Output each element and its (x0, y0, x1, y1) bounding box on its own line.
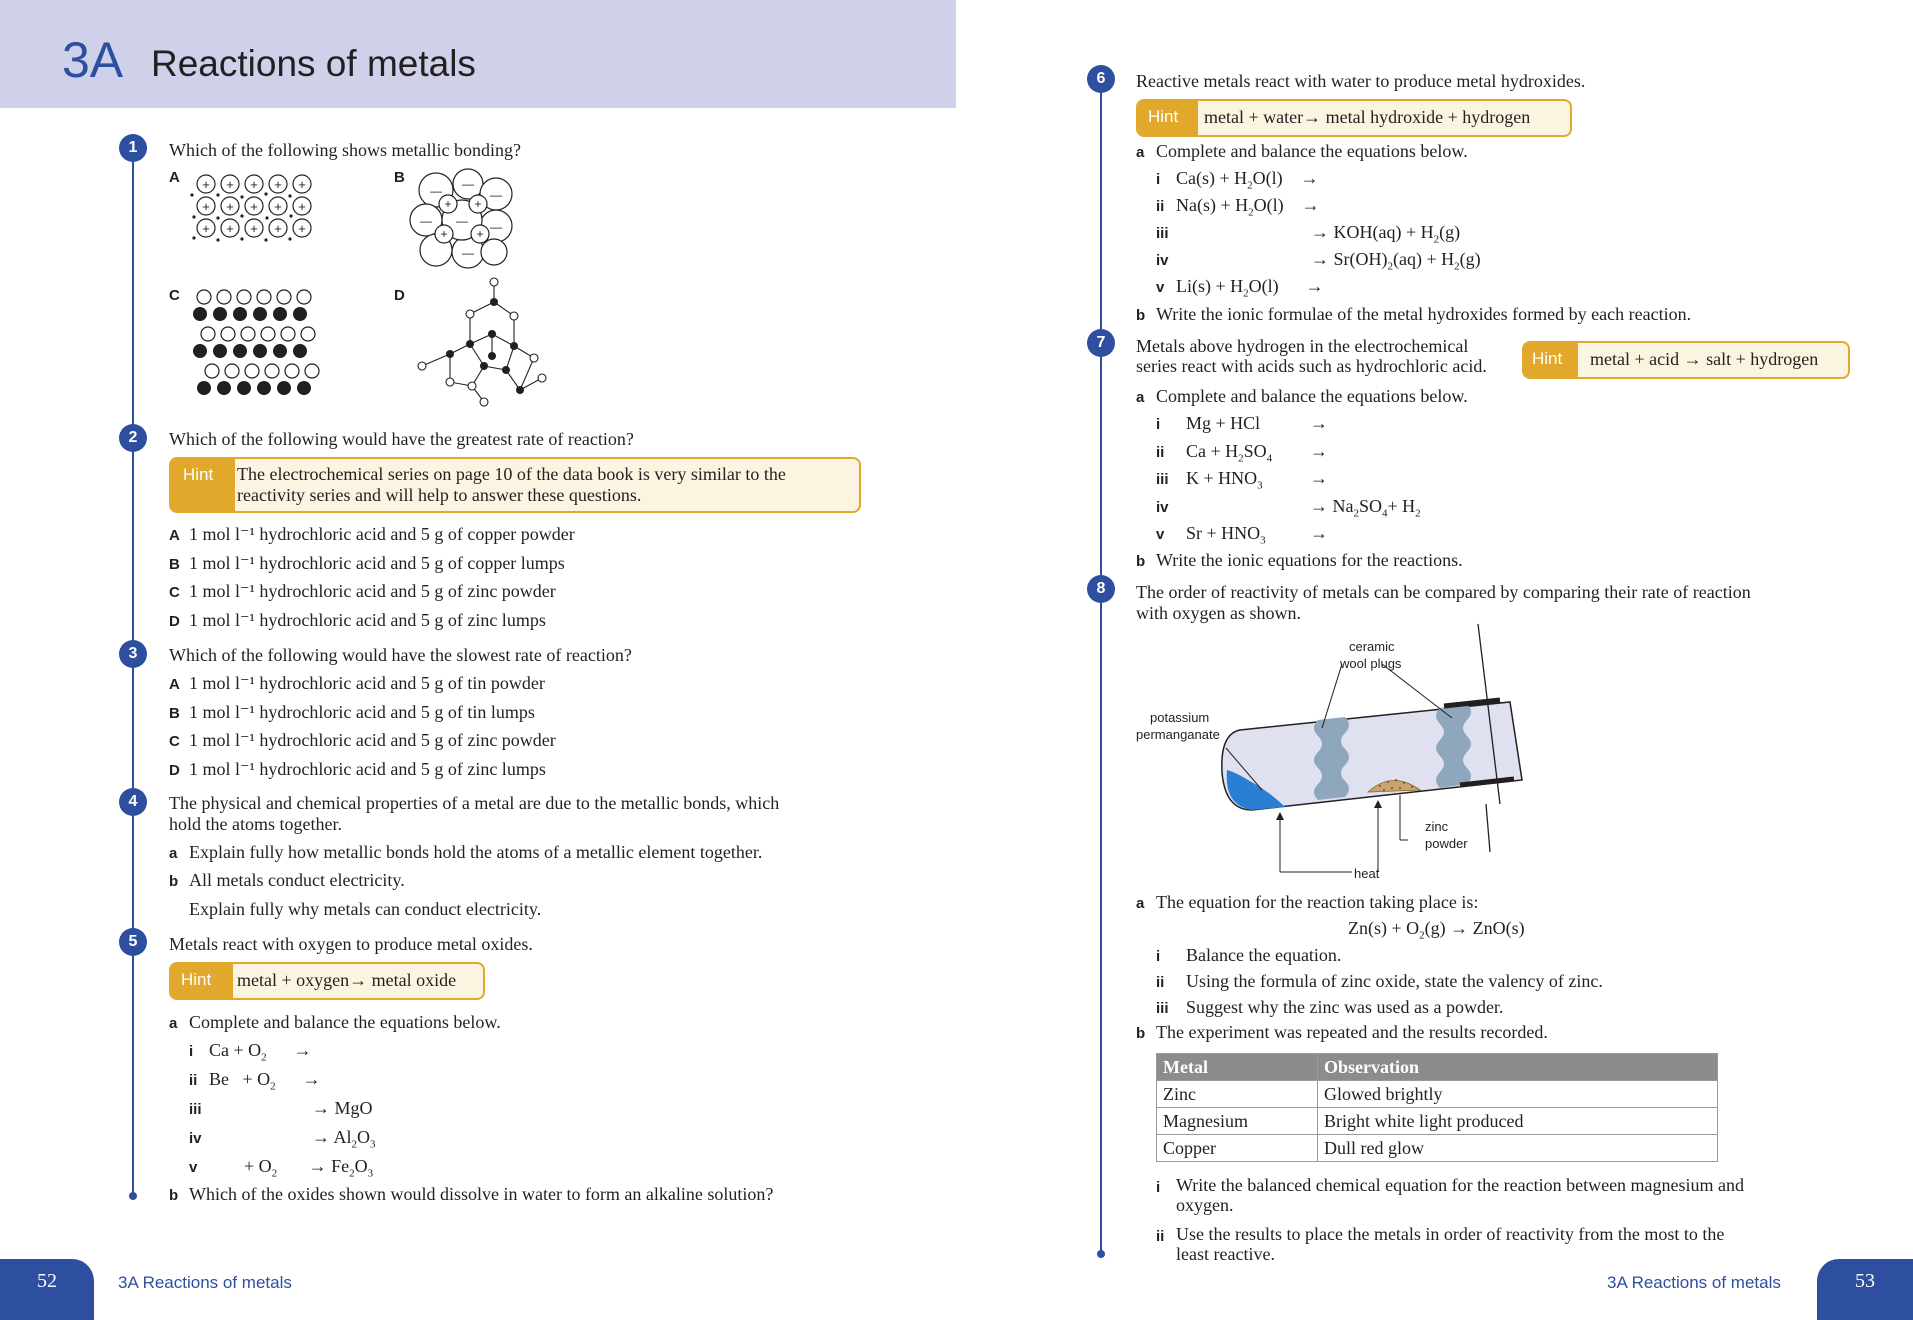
subpart-text: Write the balanced chemical equation for the reaction between magnesium and (1176, 1175, 1745, 1195)
svg-text:+: + (440, 227, 448, 241)
svg-text:—: — (430, 184, 442, 198)
table-cell: Dull red glow (1318, 1135, 1718, 1162)
diagram-c-layered-particles (190, 288, 330, 398)
option-letter: B (394, 169, 405, 186)
part-text: Write the ionic equations for the reactions. (1156, 550, 1463, 570)
svg-text:+: + (444, 197, 452, 211)
question-text: Metals react with oxygen to produce metal oxides. (169, 934, 533, 954)
svg-text:+: + (250, 199, 258, 214)
question-rail-left (132, 148, 134, 1196)
question-text: with oxygen as shown. (1136, 603, 1301, 623)
svg-text:+: + (476, 227, 484, 241)
results-table (1156, 1053, 1718, 1162)
question-text: Which of the following would have the greatest rate of reaction? (169, 429, 634, 449)
part-text: Complete and balance the equations below. (189, 1012, 501, 1032)
equation: → $KOH(aq) + H_2(g)$ (1311, 222, 1461, 246)
table-cell: Copper (1157, 1135, 1318, 1162)
part-text: Complete and balance the equations below. (1156, 386, 1468, 406)
svg-text:+: + (250, 177, 258, 192)
table-cell: Zinc (1157, 1081, 1318, 1108)
question-number: 2 (119, 424, 147, 452)
subpart-text: oxygen. (1176, 1195, 1234, 1215)
equation: $Na(s) + H_2O(l)$ → (1176, 195, 1320, 219)
option-letter: C (169, 287, 180, 304)
part-label: b (1136, 307, 1146, 324)
part-text: Complete and balance the equations below. (1156, 141, 1468, 161)
option-letter: A (169, 676, 180, 693)
table-row (1157, 1108, 1718, 1135)
question-rail-right (1100, 78, 1102, 1252)
option-text: 1 mol l⁻¹ hydrochloric acid and 5 g of copper lumps (189, 553, 565, 573)
table-cell: Bright white light produced (1318, 1108, 1718, 1135)
question-text: Which of the following shows metallic bonding? (169, 140, 521, 160)
question-number: 1 (119, 134, 147, 162)
option-text: 1 mol l⁻¹ hydrochloric acid and 5 g of zinc lumps (189, 610, 546, 630)
option-letter: D (394, 287, 405, 304)
equation: → $Al_2O_3$ (312, 1127, 376, 1151)
question-text: hold the atoms together. (169, 814, 342, 834)
page-number-box (0, 1259, 94, 1320)
question-number: 6 (1087, 65, 1115, 93)
option-letter: D (169, 762, 180, 779)
equation: $Ca(s) + H_2O(l)$ → (1176, 168, 1319, 192)
running-footer: 3A Reactions of metals (1607, 1273, 1781, 1292)
question-number: 7 (1087, 329, 1115, 357)
subpart-text: Using the formula of zinc oxide, state the valency of zinc. (1186, 971, 1603, 991)
page-number-box (1817, 1259, 1913, 1320)
table-header-cell: Metal (1157, 1054, 1318, 1081)
subpart-number: i (1156, 948, 1161, 965)
hint-label: Hint (1138, 101, 1198, 135)
option-text: 1 mol l⁻¹ hydrochloric acid and 5 g of zinc powder (189, 581, 556, 601)
diagram-label: wool plugs (1340, 656, 1402, 671)
equation: $Ca + H_2SO_4$ (1186, 441, 1273, 465)
svg-text:—: — (462, 246, 474, 260)
equation: → $Na_2SO_4+ H_2$ (1310, 496, 1421, 520)
subpart-number: ii (1156, 974, 1165, 991)
option-letter: B (169, 556, 180, 573)
equation: + $O_2$ → $Fe_2O_3$ (244, 1156, 374, 1180)
page-number: 53 (1855, 1270, 1875, 1292)
svg-text:+: + (226, 199, 234, 214)
svg-text:+: + (298, 177, 306, 192)
diagram-a-metallic-lattice (186, 170, 316, 246)
table-cell: Glowed brightly (1318, 1081, 1718, 1108)
part-label: b (169, 1187, 179, 1204)
hint-box (1522, 341, 1850, 379)
subpart-number: iii (1156, 1000, 1169, 1017)
equation-number: v (189, 1159, 198, 1176)
subpart-number: ii (1156, 1228, 1165, 1245)
equation: $Be + O_2$ → (209, 1069, 321, 1093)
svg-text:+: + (298, 221, 306, 236)
equation-number: ii (1156, 198, 1165, 215)
part-text: The equation for the reaction taking place is: (1156, 892, 1479, 912)
equation-number: ii (189, 1072, 198, 1089)
chapter-header-band (0, 0, 956, 108)
option-letter: C (169, 584, 180, 601)
diagram-label: potassium (1150, 710, 1210, 725)
svg-text:+: + (298, 199, 306, 214)
hint-text-line: reactivity series and will help to answer these questions. (237, 485, 642, 505)
part-label: b (169, 873, 179, 890)
question-text: Metals above hydrogen in the electrochemical (1136, 336, 1469, 356)
part-label: a (169, 845, 178, 862)
rail-end-dot (129, 1192, 137, 1200)
option-letter: A (169, 169, 180, 186)
question-text: series react with acids such as hydrochloric acid. (1136, 356, 1487, 376)
svg-text:+: + (202, 177, 210, 192)
equation-number: iii (189, 1101, 202, 1118)
question-text: Reactive metals react with water to produce metal hydroxides. (1136, 71, 1586, 91)
option-letter: A (169, 527, 180, 544)
diagram-b-ionic-cluster (408, 168, 518, 270)
equation: $Ca + O_2$ → (209, 1040, 312, 1064)
equation-number: iii (1156, 225, 1169, 242)
hint-label: Hint (171, 964, 233, 998)
chapter-number: 3A (62, 32, 124, 88)
equation-number: iii (1156, 471, 1169, 488)
question-number: 8 (1087, 575, 1115, 603)
question-number: 5 (119, 928, 147, 956)
svg-text:+: + (226, 221, 234, 236)
svg-text:—: — (456, 214, 468, 228)
svg-text:+: + (250, 221, 258, 236)
reaction-equation: $Zn(s) + O_2(g) \to ZnO(s)$ (1348, 918, 1525, 942)
hint-text-line: The electrochemical series on page 10 of the data book is very similar to the (237, 464, 786, 484)
svg-text:+: + (274, 199, 282, 214)
subpart-text: least reactive. (1176, 1244, 1275, 1264)
subpart-number: i (1156, 1179, 1161, 1196)
hint-text: metal + acid → salt + hydrogen (1590, 349, 1819, 369)
part-label: a (169, 1015, 178, 1032)
part-label: a (1136, 895, 1145, 912)
table-cell: Magnesium (1157, 1108, 1318, 1135)
option-letter: B (169, 705, 180, 722)
hint-box (169, 457, 861, 513)
svg-text:—: — (490, 188, 502, 202)
equation: Mg + HCl (1186, 413, 1261, 433)
part-label: a (1136, 389, 1145, 406)
subpart-text: Balance the equation. (1186, 945, 1342, 965)
hint-box (1136, 99, 1572, 137)
svg-text:+: + (474, 197, 482, 211)
hint-label: Hint (171, 459, 235, 511)
diagram-label: permanganate (1136, 727, 1220, 742)
svg-text:+: + (274, 221, 282, 236)
option-text: 1 mol l⁻¹ hydrochloric acid and 5 g of zinc lumps (189, 759, 546, 779)
page-number: 52 (37, 1270, 57, 1292)
option-text: 1 mol l⁻¹ hydrochloric acid and 5 g of copper powder (189, 524, 575, 544)
diagram-d-covalent-network (410, 274, 550, 408)
subpart-text: Suggest why the zinc was used as a powder. (1186, 997, 1504, 1017)
svg-text:+: + (202, 199, 210, 214)
option-text: 1 mol l⁻¹ hydrochloric acid and 5 g of tin powder (189, 673, 545, 693)
part-text: Which of the oxides shown would dissolve in water to form an alkaline solution? (189, 1184, 774, 1204)
equation: → MgO (312, 1098, 373, 1118)
running-footer: 3A Reactions of metals (118, 1273, 292, 1292)
svg-text:+: + (274, 177, 282, 192)
equation-number: i (189, 1043, 194, 1060)
question-number: 4 (119, 788, 147, 816)
equation-number: iv (189, 1130, 202, 1147)
diagram-label: heat (1354, 866, 1380, 881)
hint-box (169, 962, 485, 1000)
part-text: Explain fully how metallic bonds hold the atoms of a metallic element together. (189, 842, 763, 862)
table-row (1157, 1135, 1718, 1162)
hint-label: Hint (1524, 343, 1578, 377)
equation-number: iv (1156, 499, 1169, 516)
table-row (1157, 1081, 1718, 1108)
equation-arrow: → (1310, 441, 1328, 461)
equation-number: v (1156, 279, 1165, 296)
equation-number: iv (1156, 252, 1169, 269)
equation-number: v (1156, 526, 1165, 543)
equation: $Li(s) + H_2O(l)$ → (1176, 276, 1324, 300)
svg-text:—: — (462, 177, 474, 191)
part-label: b (1136, 1025, 1146, 1042)
equation: $Sr + HNO_3$ (1186, 523, 1266, 547)
equation: $K + HNO_3$ (1186, 468, 1263, 492)
equation-number: ii (1156, 444, 1165, 461)
table-header-cell: Observation (1318, 1054, 1718, 1081)
equation-arrow: → (1310, 468, 1328, 488)
question-text: Which of the following would have the slowest rate of reaction? (169, 645, 632, 665)
equation-number: i (1156, 171, 1161, 188)
part-label: b (1136, 553, 1146, 570)
part-text: The experiment was repeated and the results recorded. (1156, 1022, 1548, 1042)
diagram-label: zinc (1425, 819, 1449, 834)
question-text: The order of reactivity of metals can be compared by comparing their rate of reaction (1136, 582, 1751, 602)
table-header-row (1157, 1054, 1718, 1081)
svg-text:+: + (226, 177, 234, 192)
chapter-title: Reactions of metals (151, 43, 476, 84)
option-text: 1 mol l⁻¹ hydrochloric acid and 5 g of zinc powder (189, 730, 556, 750)
svg-text:—: — (490, 220, 502, 234)
option-letter: C (169, 733, 180, 750)
option-text: 1 mol l⁻¹ hydrochloric acid and 5 g of tin lumps (189, 702, 535, 722)
equation-arrow: → (1310, 523, 1328, 543)
question-number: 3 (119, 640, 147, 668)
part-label: a (1136, 144, 1145, 161)
part-text: All metals conduct electricity. (189, 870, 405, 890)
diagram-label: powder (1425, 836, 1468, 851)
equation-arrow: → (1310, 413, 1328, 433)
question-text: The physical and chemical properties of a metal are due to the metallic bonds, which (169, 793, 780, 813)
svg-text:+: + (202, 221, 210, 236)
diagram-label: ceramic (1349, 639, 1395, 654)
rail-end-dot (1097, 1250, 1105, 1258)
subpart-text: Use the results to place the metals in order of reactivity from the most to the (1176, 1224, 1725, 1244)
hint-text: metal + water→ metal hydroxide + hydrogen (1204, 107, 1531, 127)
option-letter: D (169, 613, 180, 630)
equation: → $Sr(OH)_2(aq) + H_2(g)$ (1311, 249, 1481, 273)
part-text: Explain fully why metals can conduct electricity. (189, 899, 542, 919)
equation-number: i (1156, 416, 1161, 433)
part-text: Write the ionic formulae of the metal hydroxides formed by each reaction. (1156, 304, 1692, 324)
hint-text: metal + oxygen→ metal oxide (237, 970, 457, 990)
svg-text:—: — (420, 214, 432, 228)
